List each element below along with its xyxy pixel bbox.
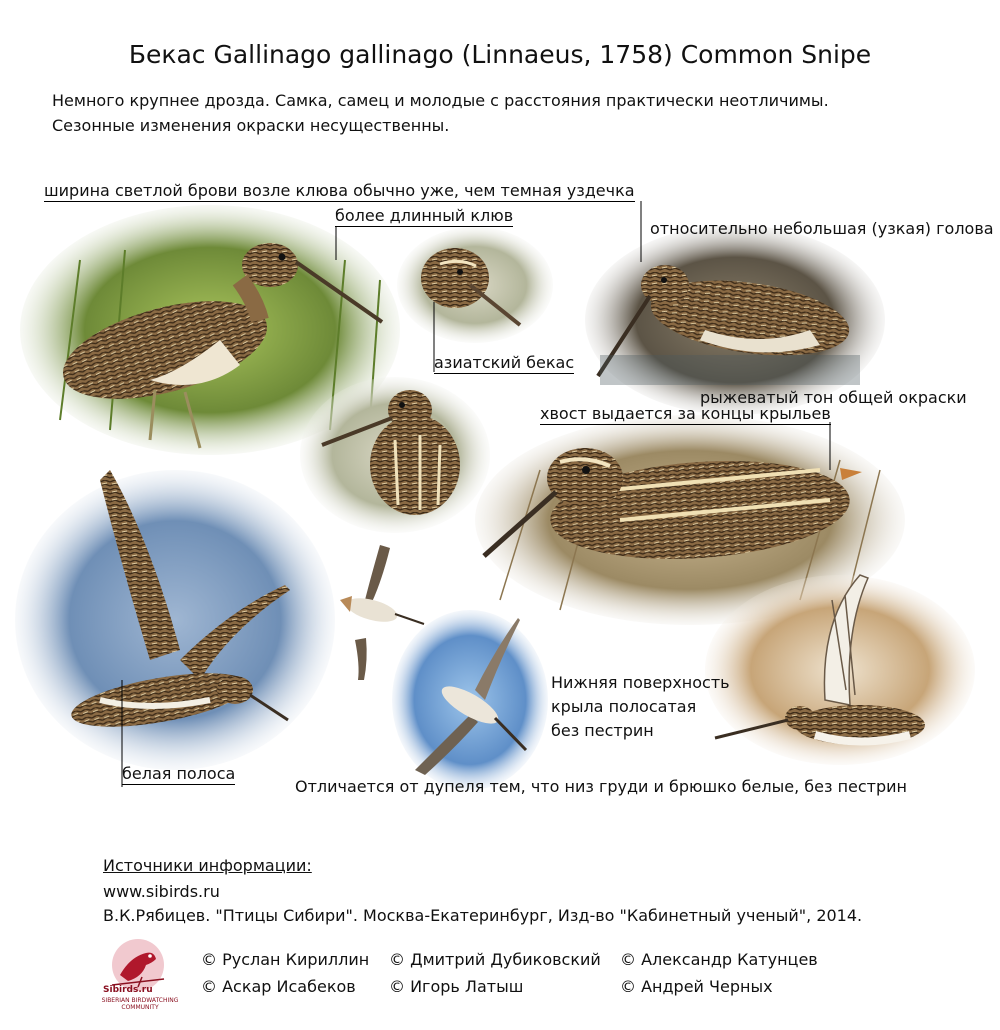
photo-snipe-flying-sand [705,575,975,765]
annotation-underwing-1: Нижняя поверхность [551,673,730,692]
photo-snipe-flying-water [15,470,335,770]
annotation-underwing-3: без пестрин [551,721,654,740]
credit-2: © Дмитрий Дубиковский [389,950,601,969]
credit-6: © Андрей Черных [620,977,773,996]
annotation-difference: Отличается от дупеля тем, что низ груди и брюшко белые, без пестрин [295,777,908,796]
annotation-underwing-2: крыла полосатая [551,697,697,716]
description-line-1: Немного крупнее дрозда. Самка, самец и молодые с расстояния практически неотличимы. [52,91,829,110]
annotation-tail: хвост выдается за концы крыльев [540,404,831,423]
sources-heading: Источники информации: [103,856,312,875]
annotation-bill: более длинный клюв [335,206,514,225]
annotation-rufous-tone: рыжеватый тон общей окраски [700,388,967,407]
credit-5: © Игорь Латыш [389,977,524,996]
credit-3: © Александр Катунцев [620,950,818,969]
photo-snipe-flying-sky [392,610,548,790]
source-book: В.К.Рябицев. "Птицы Сибири". Москва-Екатеринбург, Изд-во "Кабинетный ученый", 2014. [103,906,863,925]
annotation-brow: ширина светлой брови возле клюва обычно уже, чем темная уздечка [44,181,635,200]
page-title: Бекас Gallinago gallinago (Linnaeus, 1758) Common Snipe [128,40,872,69]
annotation-white-stripe: белая полоса [122,764,236,783]
description-line-2: Сезонные изменения окраски несущественны. [52,116,450,135]
annotation-asian-snipe: азиатский бекас [434,353,575,372]
photo-asian-snipe-head [397,227,553,343]
annotation-head: относительно небольшая (узкая) голова [650,219,994,238]
logo-name: Sibirds.ru [103,985,153,995]
logo-subtitle: SIBERIAN BIRDWATCHING COMMUNITY [101,997,179,1011]
credit-4: © Аскар Исабеков [201,977,356,996]
source-website: www.sibirds.ru [103,882,220,901]
photo-snipe-in-water [585,225,885,415]
credit-1: © Руслан Кириллин [201,950,370,969]
photo-snipe-front [300,377,490,533]
